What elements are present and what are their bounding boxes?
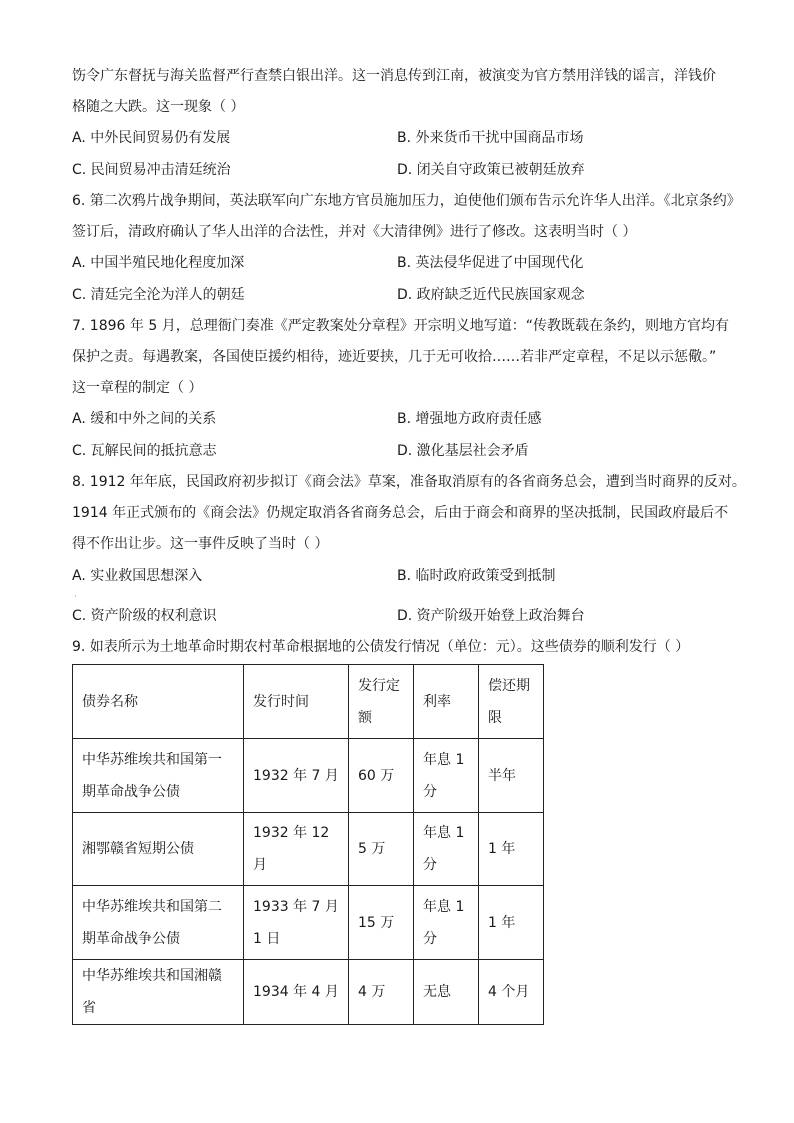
q7-stem-line-1: 7. 1896 年 5 月，总理衙门奏准《严定教案处分章程》开宗明义地写道：“传教既载在条约，则地方官均有 [72,318,729,334]
cell-issue-amount: 60 万 [349,739,414,813]
q5-option-b[interactable]: B. 外来货币干扰中国商品市场 [397,130,584,146]
q7-option-c[interactable]: C. 瓦解民间的抵抗意志 [72,443,217,459]
cell-interest-rate: 年息 1 分 [414,813,479,886]
cell-repayment-term: 4 个月 [479,960,544,1025]
cell-issue-amount: 5 万 [349,813,414,886]
q6-option-a[interactable]: A. 中国半殖民地化程度加深 [72,255,245,271]
cell-bond-name: 中华苏维埃共和国第一期革命战争公债 [73,739,244,813]
q8-option-b[interactable]: B. 临时政府政策受到抵制 [397,568,556,584]
stray-dot-mark: · [74,592,77,601]
cell-repayment-term: 半年 [479,739,544,813]
q6-stem-line-1: 6. 第二次鸦片战争期间，英法联军向广东地方官员施加压力，迫使他们颁布告示允许华人出洋。《北京条约》 [72,193,741,209]
cell-bond-name: 中华苏维埃共和国第二期革命战争公债 [73,886,244,960]
cell-issue-amount: 15 万 [349,886,414,960]
q8-option-c[interactable]: C. 资产阶级的权利意识 [72,608,217,624]
cell-interest-rate: 年息 1 分 [414,886,479,960]
q5-option-a[interactable]: A. 中外民间贸易仍有发展 [72,130,231,146]
cell-repayment-term: 1 年 [479,813,544,886]
cell-issue-date: 1932 年 12 月 [244,813,349,886]
q8-option-d[interactable]: D. 资产阶级开始登上政治舞台 [397,608,585,624]
header-bond-name: 债券名称 [73,665,244,739]
q6-option-d[interactable]: D. 政府缺乏近代民族国家观念 [397,287,585,303]
bond-table [72,664,544,1025]
table-row [73,813,544,886]
q5-option-c[interactable]: C. 民间贸易冲击清廷统治 [72,162,231,178]
cell-repayment-term: 1 年 [479,886,544,960]
q7-option-d[interactable]: D. 激化基层社会矛盾 [397,443,529,459]
q7-option-a[interactable]: A. 缓和中外之间的关系 [72,411,217,427]
q7-stem-line-2: 保护之责。每遇教案，各国使臣援约相待，迹近要挟，几于无可收拾……若非严定章程，不足以示惩儆。” [72,349,717,365]
q5-stem-line-1: 饬令广东督抚与海关监督严行查禁白银出洋。这一消息传到江南，被演变为官方禁用洋钱的谣言，洋钱价 [72,68,716,84]
cell-issue-amount: 4 万 [349,960,414,1025]
q8-stem-line-1: 8. 1912 年年底，民国政府初步拟订《商会法》草案，准备取消原有的各省商务总会，遭到当时商界的反对。 [72,474,746,490]
q5-option-d[interactable]: D. 闭关自守政策已被朝廷放弃 [397,162,585,178]
cell-issue-date: 1933 年 7 月 1 日 [244,886,349,960]
q6-option-c[interactable]: C. 清廷完全沦为洋人的朝廷 [72,287,245,303]
header-issue-amount: 发行定额 [349,665,414,739]
q8-option-a[interactable]: A. 实业救国思想深入 [72,568,203,584]
cell-issue-date: 1932 年 7 月 [244,739,349,813]
q5-stem-line-2: 格随之大跌。这一现象（ ） [72,99,245,115]
q8-stem-line-2: 1914 年正式颁布的《商会法》仍规定取消各省商务总会，后由于商会和商界的坚决抵制，民国政府最后不 [72,505,729,521]
header-repayment-term: 偿还期限 [479,665,544,739]
q7-stem-line-3: 这一章程的制定（ ） [72,380,203,396]
header-interest-rate: 利率 [414,665,479,739]
table-row [73,960,544,1025]
table-row [73,739,544,813]
q8-stem-line-3: 得不作出让步。这一事件反映了当时（ ） [72,536,329,552]
cell-interest-rate: 年息 1 分 [414,739,479,813]
table-header-row [73,665,544,739]
cell-bond-name: 中华苏维埃共和国湘赣省 [73,960,244,1025]
q6-option-b[interactable]: B. 英法侵华促进了中国现代化 [397,255,584,271]
table-row [73,886,544,960]
header-issue-date: 发行时间 [244,665,349,739]
cell-bond-name: 湘鄂赣省短期公债 [73,813,244,886]
q9-stem: 9. 如表所示为土地革命时期农村革命根据地的公债发行情况（单位：元）。这些债券的顺利发行（ ） [72,639,690,655]
cell-interest-rate: 无息 [414,960,479,1025]
q6-stem-line-2: 签订后，清政府确认了华人出洋的合法性，并对《大清律例》进行了修改。这表明当时（ ） [72,224,637,240]
cell-issue-date: 1934 年 4 月 [244,960,349,1025]
q7-option-b[interactable]: B. 增强地方政府责任感 [397,411,542,427]
